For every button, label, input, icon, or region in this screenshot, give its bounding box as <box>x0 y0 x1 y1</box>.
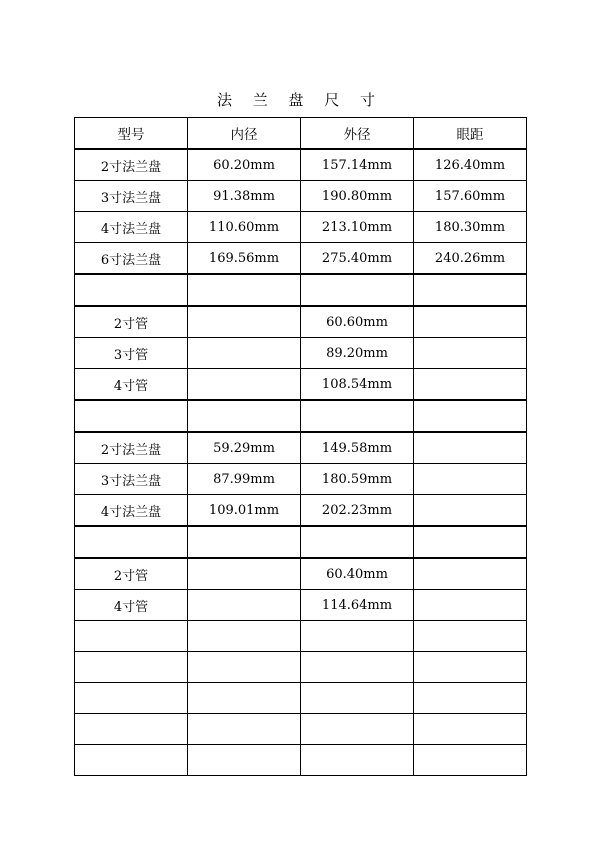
table-row <box>75 621 527 652</box>
cell-inner-diameter: 169.56mm <box>188 243 301 275</box>
cell-model <box>75 714 188 745</box>
table-row <box>75 495 527 527</box>
cell-model <box>75 274 188 306</box>
cell-outer-diameter: 275.40mm <box>301 243 414 275</box>
cell-outer-diameter: 114.64mm <box>301 590 414 621</box>
cell-inner-diameter <box>188 274 301 306</box>
cell-outer-diameter <box>301 714 414 745</box>
cell-hole-spacing <box>414 338 527 369</box>
cell-inner-diameter: 109.01mm <box>188 495 301 527</box>
cell-hole-spacing <box>414 526 527 558</box>
cell-model: 3寸法兰盘 <box>75 464 188 495</box>
table-row <box>75 464 527 495</box>
table-row <box>75 683 527 714</box>
cell-hole-spacing <box>414 369 527 401</box>
cell-inner-diameter: 87.99mm <box>188 464 301 495</box>
cell-model: 4寸法兰盘 <box>75 212 188 243</box>
cell-outer-diameter <box>301 621 414 652</box>
cell-hole-spacing <box>414 400 527 432</box>
table-row <box>75 274 527 306</box>
cell-model: 4寸管 <box>75 369 188 401</box>
cell-inner-diameter: 59.29mm <box>188 432 301 464</box>
cell-hole-spacing: 157.60mm <box>414 181 527 212</box>
table-row <box>75 652 527 683</box>
cell-hole-spacing: 126.40mm <box>414 149 527 181</box>
flange-size-table <box>74 117 527 776</box>
cell-model: 2寸管 <box>75 306 188 338</box>
cell-model: 4寸管 <box>75 590 188 621</box>
table-row <box>75 590 527 621</box>
cell-inner-diameter <box>188 369 301 401</box>
table-body <box>75 149 527 776</box>
header-model: 型号 <box>75 118 188 150</box>
cell-model <box>75 621 188 652</box>
cell-model <box>75 400 188 432</box>
table-row <box>75 714 527 745</box>
cell-hole-spacing <box>414 590 527 621</box>
cell-hole-spacing <box>414 621 527 652</box>
cell-outer-diameter: 202.23mm <box>301 495 414 527</box>
cell-hole-spacing: 180.30mm <box>414 212 527 243</box>
cell-inner-diameter <box>188 652 301 683</box>
cell-inner-diameter <box>188 590 301 621</box>
cell-hole-spacing <box>414 464 527 495</box>
cell-inner-diameter <box>188 306 301 338</box>
cell-outer-diameter <box>301 745 414 776</box>
cell-inner-diameter <box>188 683 301 714</box>
cell-inner-diameter: 91.38mm <box>188 181 301 212</box>
cell-inner-diameter <box>188 526 301 558</box>
header-hole-spacing: 眼距 <box>414 118 527 150</box>
cell-inner-diameter <box>188 745 301 776</box>
cell-inner-diameter <box>188 400 301 432</box>
table-row <box>75 558 527 590</box>
table-row <box>75 212 527 243</box>
table-row <box>75 306 527 338</box>
cell-model: 2寸法兰盘 <box>75 432 188 464</box>
cell-model <box>75 745 188 776</box>
table-row <box>75 400 527 432</box>
cell-hole-spacing <box>414 683 527 714</box>
cell-inner-diameter <box>188 558 301 590</box>
cell-model: 2寸管 <box>75 558 188 590</box>
cell-outer-diameter <box>301 652 414 683</box>
table-row <box>75 369 527 401</box>
cell-outer-diameter: 157.14mm <box>301 149 414 181</box>
cell-model <box>75 652 188 683</box>
cell-outer-diameter: 108.54mm <box>301 369 414 401</box>
table-row <box>75 526 527 558</box>
table-row <box>75 243 527 275</box>
cell-inner-diameter <box>188 621 301 652</box>
header-inner-diameter: 内径 <box>188 118 301 150</box>
document-title: 法 兰 盘 尺 寸 <box>216 91 384 109</box>
cell-model: 6寸法兰盘 <box>75 243 188 275</box>
table-row <box>75 338 527 369</box>
cell-hole-spacing <box>414 432 527 464</box>
cell-inner-diameter: 110.60mm <box>188 212 301 243</box>
cell-hole-spacing <box>414 306 527 338</box>
cell-outer-diameter: 149.58mm <box>301 432 414 464</box>
header-outer-diameter: 外径 <box>301 118 414 150</box>
table-row <box>75 149 527 181</box>
cell-outer-diameter: 180.59mm <box>301 464 414 495</box>
table-row <box>75 745 527 776</box>
cell-model <box>75 683 188 714</box>
cell-hole-spacing <box>414 714 527 745</box>
cell-hole-spacing <box>414 745 527 776</box>
cell-outer-diameter: 60.40mm <box>301 558 414 590</box>
cell-model: 3寸法兰盘 <box>75 181 188 212</box>
cell-outer-diameter <box>301 526 414 558</box>
cell-model: 2寸法兰盘 <box>75 149 188 181</box>
cell-outer-diameter <box>301 400 414 432</box>
cell-outer-diameter: 60.60mm <box>301 306 414 338</box>
cell-model <box>75 526 188 558</box>
table-row <box>75 432 527 464</box>
cell-outer-diameter: 213.10mm <box>301 212 414 243</box>
cell-hole-spacing: 240.26mm <box>414 243 527 275</box>
cell-model: 3寸管 <box>75 338 188 369</box>
cell-hole-spacing <box>414 652 527 683</box>
cell-inner-diameter: 60.20mm <box>188 149 301 181</box>
cell-outer-diameter: 190.80mm <box>301 181 414 212</box>
cell-inner-diameter <box>188 714 301 745</box>
table-header-row <box>75 118 527 150</box>
table-row <box>75 181 527 212</box>
cell-hole-spacing <box>414 274 527 306</box>
cell-model: 4寸法兰盘 <box>75 495 188 527</box>
cell-outer-diameter: 89.20mm <box>301 338 414 369</box>
cell-hole-spacing <box>414 495 527 527</box>
cell-hole-spacing <box>414 558 527 590</box>
cell-inner-diameter <box>188 338 301 369</box>
cell-outer-diameter <box>301 683 414 714</box>
cell-outer-diameter <box>301 274 414 306</box>
